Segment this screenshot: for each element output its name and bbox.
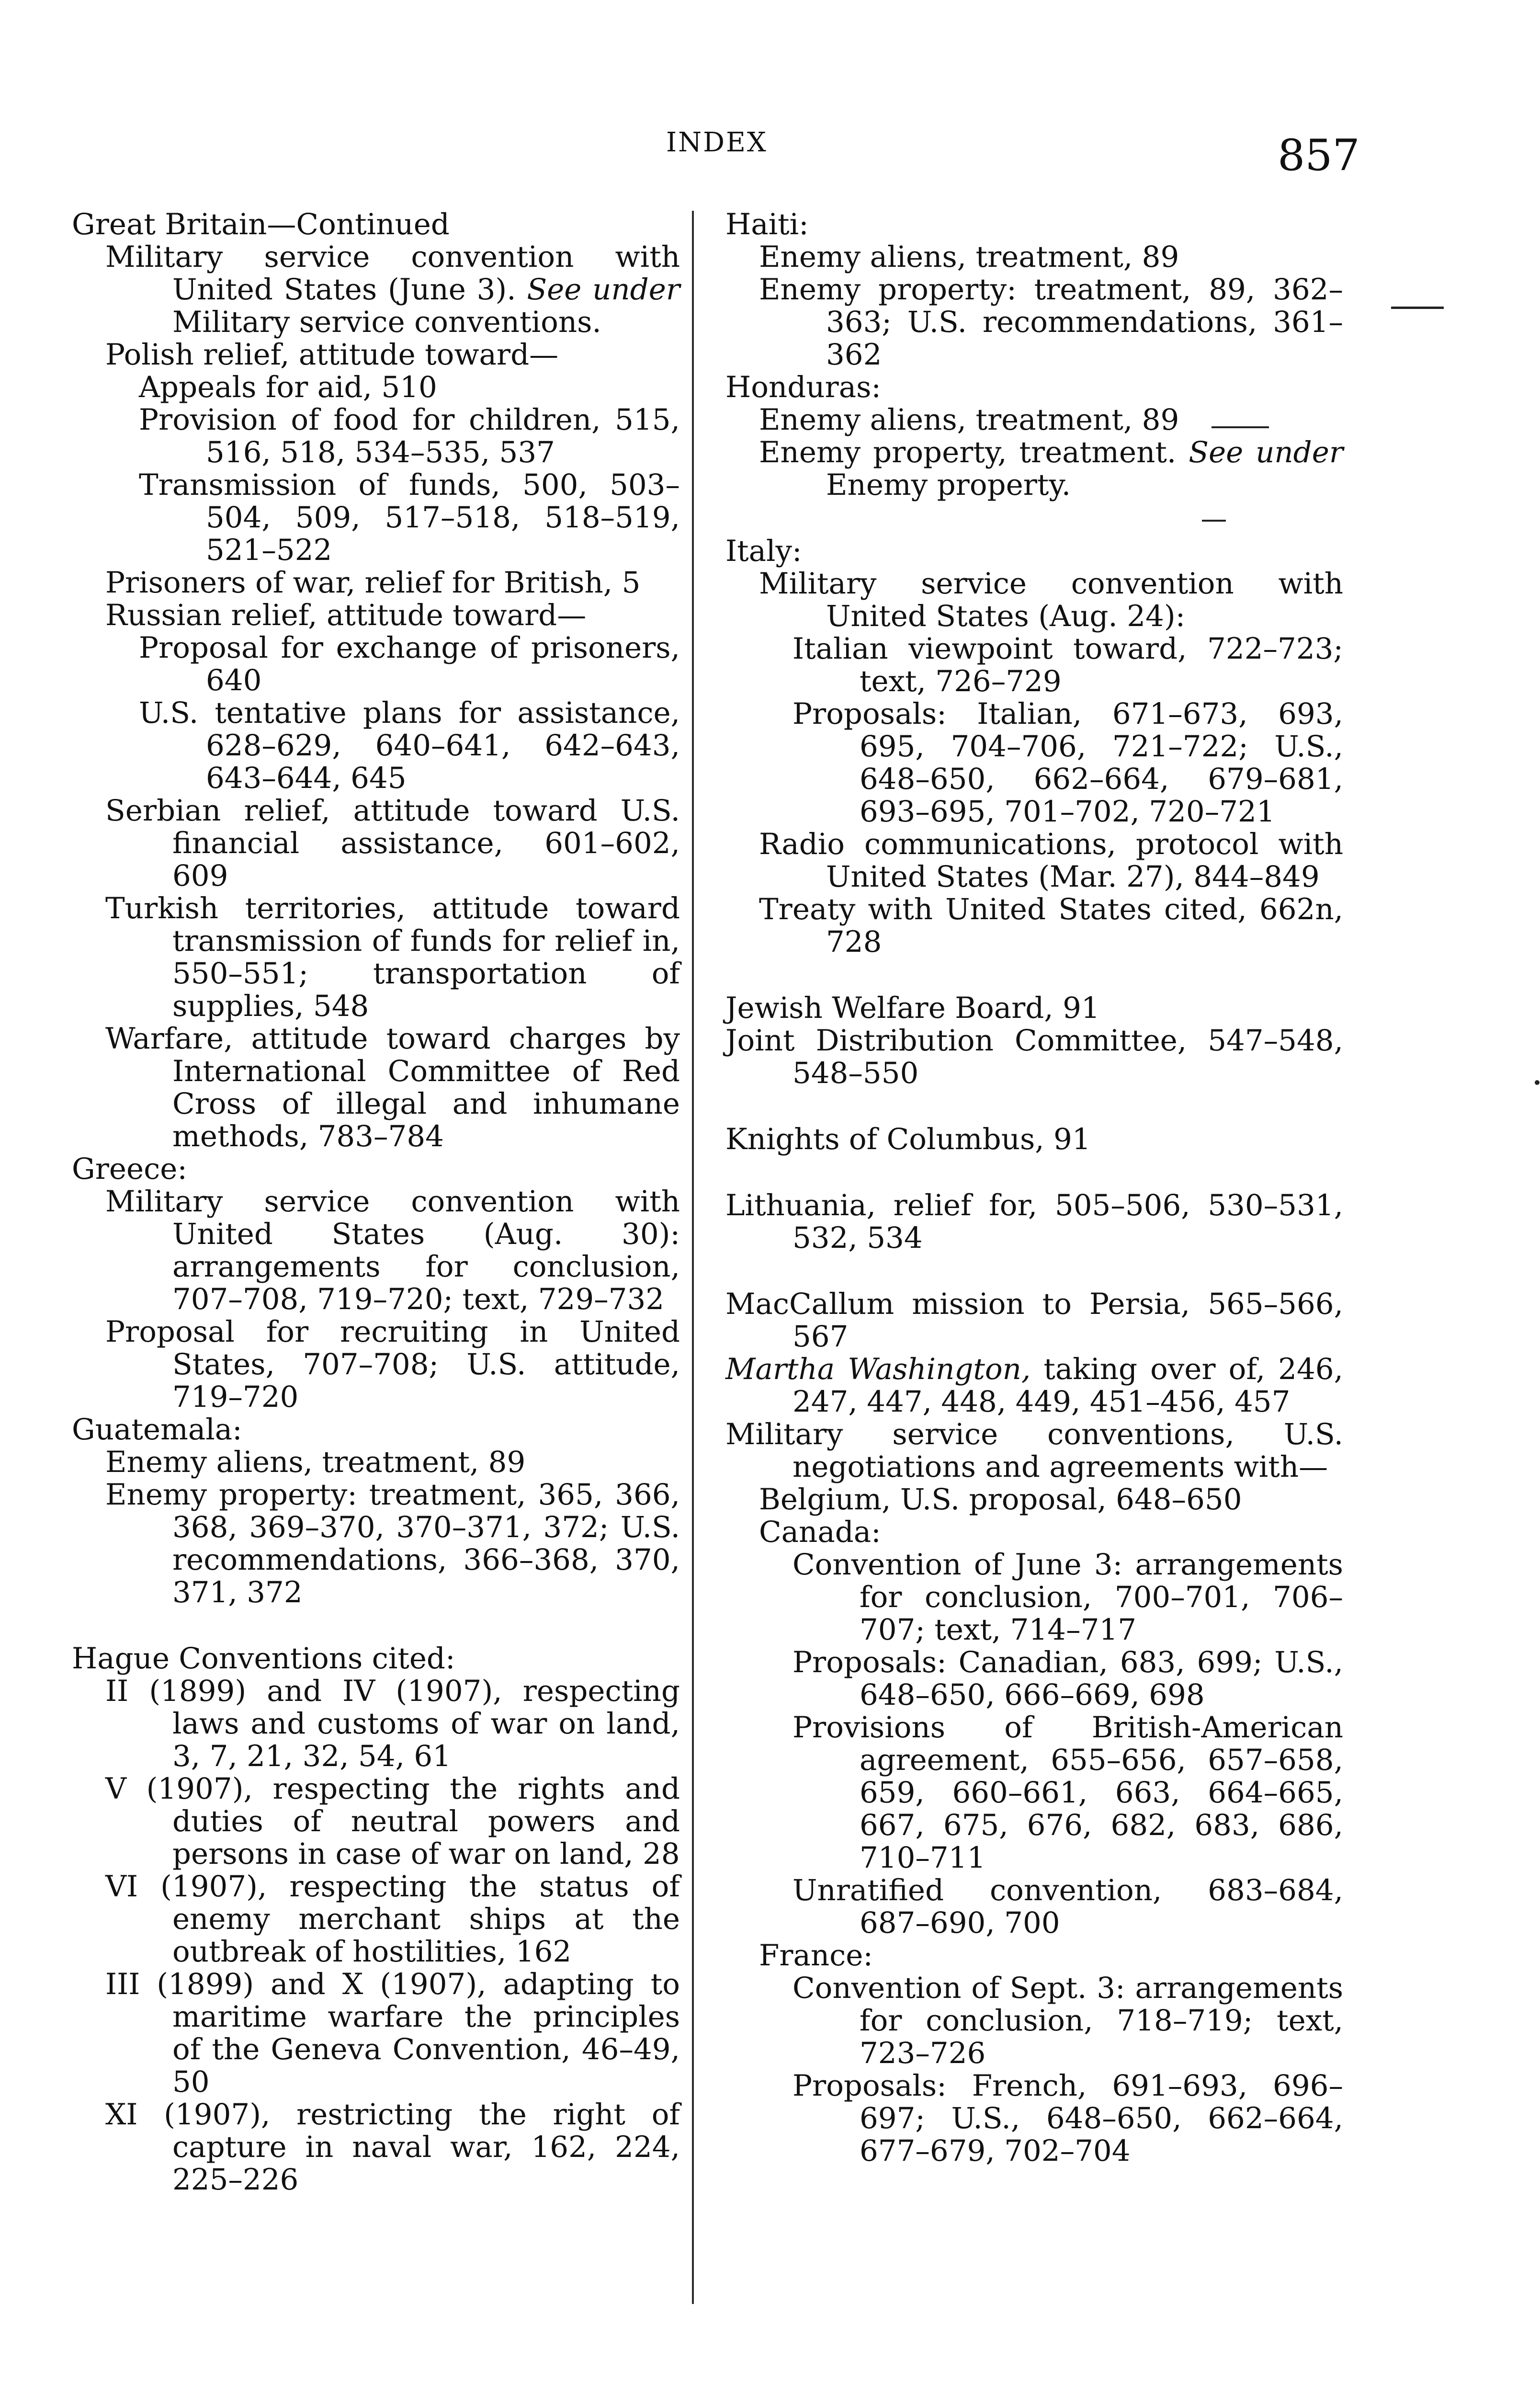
index-entry [725,1025,1343,1090]
index-entry [105,1479,680,1609]
entry-text: Great Britain—Continued [72,207,450,241]
index-entry [72,1153,680,1186]
entry-text: Russian relief, attitude toward— [105,598,587,632]
index-entry [759,1939,1343,1972]
index-entry [105,1968,680,2098]
index-entry [725,1353,1343,1418]
index-entry [105,599,680,632]
entry-text: Haiti: [725,207,809,241]
entry-text: Enemy property: treatment, 89, 362–363; U.S. recommendations, 361–362 [759,273,1343,372]
entry-text: Turkish territories, attitude toward transmission of funds for relief in, 550–551; transportation of supplies, 548 [105,891,680,1023]
entry-text: Proposals: Canadian, 683, 699; U.S., 648–650, 666–669, 698 [793,1645,1343,1712]
entry-text: II (1899) and IV (1907), respecting laws and customs of war on land, 3, 7, 21, 32, 54, 61 [105,1674,680,1773]
entry-text: Enemy aliens, treatment, 89 [105,1445,526,1479]
index-entry [793,1874,1343,1939]
index-entry [759,436,1343,502]
index-entry [105,2098,680,2196]
index-entry [105,1316,680,1414]
index-entry [139,404,680,469]
index-entry [793,1972,1343,2070]
left-column [72,208,680,2196]
index-entry [759,274,1343,371]
entry-text: Honduras: [725,370,881,404]
index-entry [139,632,680,697]
index-entry [105,1870,680,1968]
index-entry [725,1288,1343,1353]
entry-text: Greece: [72,1152,187,1186]
entry-text: Proposal for exchange of prisoners, 640 [139,631,680,697]
index-entry [105,339,680,371]
entry-text: Convention of June 3: arrangements for conclusion, 700–701, 706–707; text, 714–717 [793,1548,1343,1647]
index-entry [793,698,1343,828]
index-entry [725,371,1343,404]
index-entry [105,892,680,1023]
entry-text: Provisions of British-American agreement, 655–656, 657–658, 659, 660–661, 663, 664–665, 667, 675, 676, 682, 683, 686, 710–711 [793,1711,1343,1875]
entry-text: Military service conventions, U.S. negotiations and agreements with— [725,1417,1343,1484]
index-entry [725,1418,1343,1483]
entry-text: France: [759,1939,873,1973]
entry-text: XI (1907), restricting the right of capture in naval war, 162, 224, 225–226 [105,2098,680,2197]
index-entry [759,241,1343,274]
index-entry [725,992,1343,1025]
index-entry [105,241,680,339]
index-entry [793,2070,1343,2167]
index-entry [725,1123,1343,1156]
see-reference: See under [527,273,680,307]
margin-dash-mark [1212,426,1269,428]
margin-dash-mark [1202,520,1226,522]
margin-dash-mark [1391,307,1444,309]
entry-text: Knights of Columbus, 91 [725,1122,1091,1156]
index-entry [72,208,680,241]
index-entry [793,1711,1343,1874]
entry-text: Military service convention with United States (June 3). [105,240,680,307]
entry-text: Italian viewpoint toward, 722–723; text, 726–729 [793,632,1343,698]
index-entry [793,1549,1343,1646]
entry-text: Enemy aliens, treatment, 89 [759,240,1179,274]
index-entry [105,1186,680,1316]
entry-text: Warfare, attitude toward charges by International Committee of Red Cross of illegal and inhumane methods, 783–784 [105,1022,680,1153]
entry-text: Jewish Welfare Board, 91 [725,991,1100,1025]
index-entry [105,1023,680,1153]
entry-text: Hague Conventions cited: [72,1642,455,1676]
see-reference: See under [1189,435,1343,469]
entry-text: Enemy aliens, treatment, 89 [759,403,1179,437]
page-number: 857 [1278,130,1360,181]
entry-text: Convention of Sept. 3: arrangements for conclusion, 718–719; text, 723–726 [793,1971,1343,2070]
entry-text: Proposal for recruiting in United States, 707–708; U.S. attitude, 719–720 [105,1315,680,1414]
index-entry [105,1675,680,1773]
entry-text: Appeals for aid, 510 [139,370,437,404]
entry-text: Military service convention with United States (Aug. 24): [759,567,1343,633]
entry-text: Provision of food for children, 515, 516, 518, 534–535, 537 [139,403,680,469]
entry-text: Guatemala: [72,1413,242,1447]
running-head: INDEX [666,127,768,158]
entry-text: Radio communications, protocol with United States (Mar. 27), 844–849 [759,827,1343,894]
entry-text: Canada: [759,1515,881,1549]
index-entry [105,1446,680,1479]
entry-text: U.S. tentative plans for assistance, 628–629, 640–641, 642–643, 643–644, 645 [139,696,680,795]
entry-text: Treaty with United States cited, 662n, 728 [759,892,1343,959]
entry-text: Proposals: French, 691–693, 696–697; U.S., 648–650, 662–664, 677–679, 702–704 [793,2069,1343,2168]
entry-text: Military service convention with United States (Aug. 30): arrangements for conclusion, 707–708, 719–720; text, 729–732 [105,1185,680,1316]
index-entry [139,371,680,404]
entry-text: Transmission of funds, 500, 503–504, 509, 517–518, 518–519, 521–522 [139,468,680,567]
index-entry [759,828,1343,893]
entry-text: MacCallum mission to Persia, 565–566, 567 [725,1287,1343,1354]
entry-text: Unratified convention, 683–684, 687–690, 700 [793,1873,1343,1940]
entry-text: Prisoners of war, relief for British, 5 [105,566,641,600]
index-entry [72,1642,680,1675]
entry-text: Polish relief, attitude toward— [105,338,559,372]
index-entry [759,568,1343,633]
entry-italic-text: Martha Washington, [725,1352,1031,1386]
see-target: Enemy property. [826,468,1071,502]
entry-text: Enemy property: treatment, 365, 366, 368, 369–370, 370–371, 372; U.S. recommendations, 366–368, 370, 371, 372 [105,1478,680,1609]
column-divider [692,211,694,2304]
index-entry [793,1646,1343,1711]
entry-text: III (1899) and X (1907), adapting to maritime warfare the principles of the Geneva Convention, 46–49, 50 [105,1967,680,2099]
index-entry [793,633,1343,698]
index-entry [725,208,1343,241]
entry-text: Joint Distribution Committee, 547–548, 548–550 [725,1024,1343,1090]
index-entry [139,469,680,567]
entry-text: Belgium, U.S. proposal, 648–650 [759,1483,1242,1517]
speck-mark [1535,1080,1540,1085]
entry-text: taking over of, 246, 247, 447, 448, 449, 451–456, 457 [793,1352,1343,1419]
index-entry [759,1483,1343,1516]
entry-text: Proposals: Italian, 671–673, 693, 695, 704–706, 721–722; U.S., 648–650, 662–664, 679–681, 693–695, 701–702, 720–721 [793,697,1343,829]
see-target: Military service conventions. [172,305,601,339]
index-entry [105,795,680,892]
index-entry [72,1414,680,1446]
entry-text: Italy: [725,534,802,568]
index-entry [725,535,1343,568]
index-entry [759,404,1343,436]
index-entry [105,1773,680,1870]
index-entry [725,1189,1343,1255]
entry-text: VI (1907), respecting the status of enemy merchant ships at the outbreak of hostilities, 162 [105,1870,680,1969]
index-entry [139,697,680,795]
index-entry [759,893,1343,958]
entry-text: Enemy property, treatment. [759,435,1177,469]
entry-text: V (1907), respecting the rights and duties of neutral powers and persons in case of war on land, 28 [105,1772,680,1871]
index-entry [759,1516,1343,1549]
entry-text: Serbian relief, attitude toward U.S. financial assistance, 601–602, 609 [105,794,680,893]
right-column [725,208,1343,2167]
entry-text: Lithuania, relief for, 505–506, 530–531, 532, 534 [725,1188,1343,1255]
index-entry [105,567,680,599]
